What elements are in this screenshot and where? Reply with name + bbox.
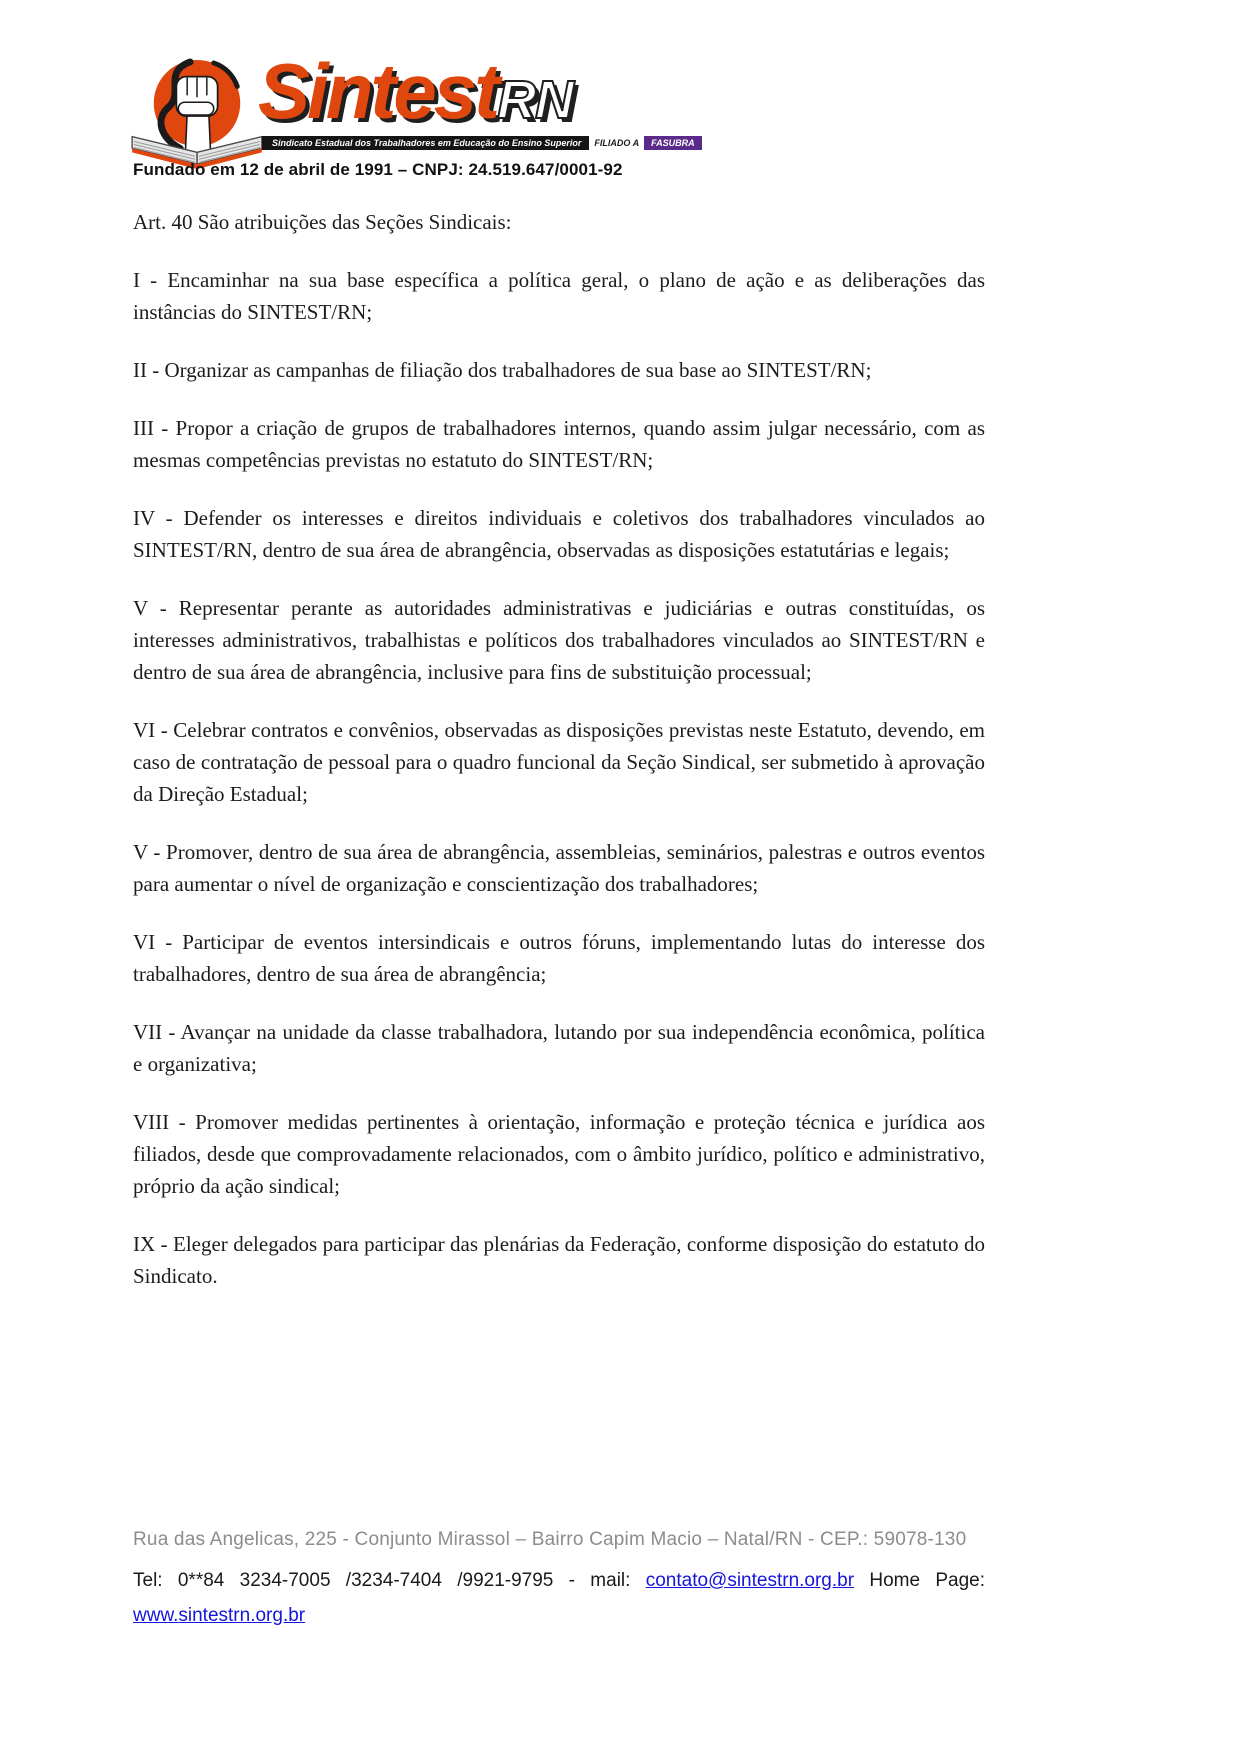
homepage-label: Home Page: [869, 1570, 985, 1591]
statute-paragraph-8: VI - Participar de eventos intersindicais e outros fóruns, implementando lutas do interesse dos trabalhadores, dentro de sua área de abrangência; [133, 930, 985, 986]
fist-book-logo-icon [126, 58, 268, 172]
affiliation-label: FILIADO A [594, 138, 640, 148]
logo-wordmark [258, 47, 574, 135]
website-link[interactable]: www.sintestrn.org.br [133, 1605, 306, 1626]
document-footer [133, 1526, 985, 1633]
footer-contact-line [133, 1563, 985, 1633]
statute-paragraph-2: II - Organizar as campanhas de filiação dos trabalhadores de sua base ao SINTEST/RN; [133, 358, 872, 382]
statute-paragraph-4: IV - Defender os interesses e direitos individuais e coletivos dos trabalhadores vinculados ao SINTEST/RN, dentro de sua área de abrangência, observadas as disposições estatutárias e legais; [133, 506, 985, 562]
statute-paragraph-5: V - Representar perante as autoridades administrativas e judiciárias e outras constituídas, os interesses administrativos, trabalhistas e políticos dos trabalhadores vinculados ao SINTEST/RN e dentro de sua área de abrangência, inclusive para fins de substituição processual; [133, 596, 985, 684]
footer-address: Rua das Angelicas, 225 - Conjunto Mirassol – Bairro Capim Macio – Natal/RN - CEP.: 59078-130 [133, 1529, 967, 1550]
statute-paragraph-6: VI - Celebrar contratos e convênios, observadas as disposições previstas neste Estatuto, devendo, em caso de contratação de pessoal para o quadro funcional da Seção Sindical, ser submetido à aprovação da Direção Estadual; [133, 718, 985, 806]
statute-paragraph-11: IX - Eleger delegados para participar das plenárias da Federação, conforme disposição do estatuto do Sindicato. [133, 1232, 985, 1288]
footer-contact-prefix: Tel: 0**84 3234-7005 /3234-7404 /9921-9795 - mail: [133, 1570, 631, 1591]
logo-name: Sintest [258, 47, 498, 135]
fasubra-badge: FASUBRA [644, 136, 702, 150]
email-link[interactable]: contato@sintestrn.org.br [645, 1570, 855, 1591]
logo-tagline-text: Sindicato Estadual dos Trabalhadores em Educação do Ensino Superior [262, 136, 589, 150]
statute-paragraph-9: VII - Avançar na unidade da classe trabalhadora, lutando por sua independência econômica, política e organizativa; [133, 1020, 985, 1076]
founded-line: Fundado em 12 de abril de 1991 – CNPJ: 24.519.647/0001-92 [133, 160, 623, 179]
statute-paragraph-1: I - Encaminhar na sua base específica a política geral, o plano de ação e as deliberações das instâncias do SINTEST/RN; [133, 268, 985, 324]
article-title: Art. 40 São atribuições das Seções Sindicais: [133, 210, 512, 234]
statute-paragraph-10: VIII - Promover medidas pertinentes à orientação, informação e proteção técnica e jurídica aos filiados, desde que comprovadamente relacionados, com o âmbito jurídico, político e administrativo, próprio da ação sindical; [133, 1110, 985, 1198]
statute-body [133, 206, 985, 1318]
logo-suffix: RN [497, 70, 574, 130]
sintest-logo [126, 47, 695, 168]
logo-tagline [262, 136, 702, 150]
statute-paragraph-7: V - Promover, dentro de sua área de abrangência, assembleias, seminários, palestras e outros eventos para aumentar o nível de organização e conscientização dos trabalhadores; [133, 840, 985, 896]
statute-paragraph-3: III - Propor a criação de grupos de trabalhadores internos, quando assim julgar necessário, com as mesmas competências previstas no estatuto do SINTEST/RN; [133, 416, 985, 472]
